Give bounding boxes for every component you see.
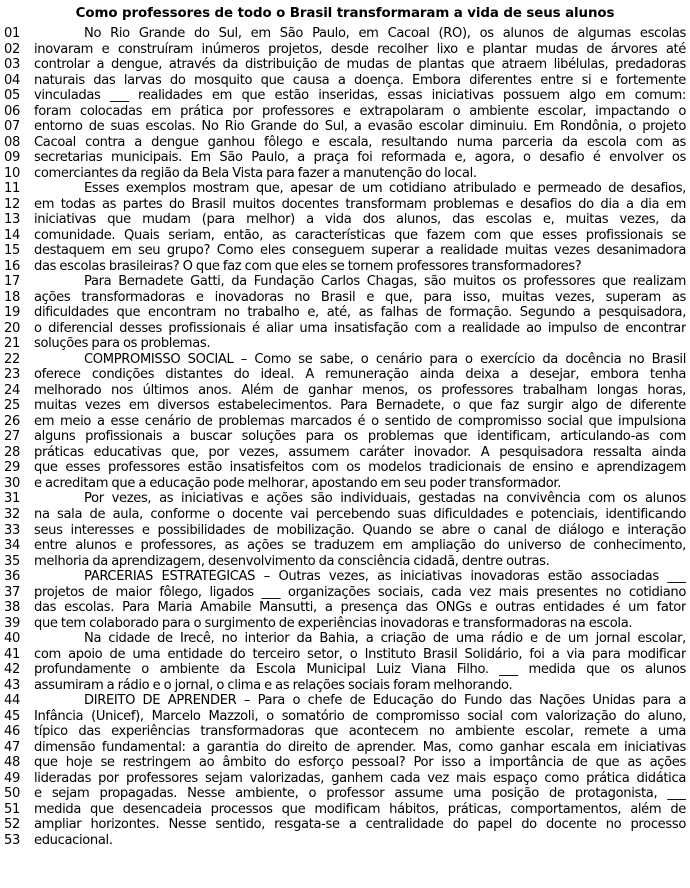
line-text: PARCERIAS ESTRATÉGICAS – Outras vezes, as iniciativas inovadoras estão associadas ___ bbox=[84, 569, 686, 585]
line-number: 23 bbox=[4, 367, 21, 383]
line-number: 21 bbox=[4, 336, 21, 352]
line-number: 28 bbox=[4, 444, 21, 460]
line-number: 35 bbox=[4, 553, 21, 569]
line-number: 37 bbox=[4, 584, 21, 600]
line-number: 46 bbox=[4, 724, 21, 740]
line-number: 44 bbox=[4, 693, 21, 709]
line-number: 14 bbox=[4, 227, 21, 243]
line-text: e acreditam que a educação pode melhorar, apostando em seu poder transformador. bbox=[34, 475, 562, 491]
text-line bbox=[4, 274, 686, 290]
text-line bbox=[4, 135, 686, 151]
text-line bbox=[4, 398, 686, 414]
line-text: o diferencial desses profissionais é aliar uma insatisfação com a realidade ao impulso de encontrar bbox=[34, 320, 686, 336]
line-number: 42 bbox=[4, 662, 21, 678]
line-text: destaquem em seu grupo? Como eles conseguem superar a realidade muitas vezes desanimadora bbox=[34, 243, 686, 259]
line-number: 39 bbox=[4, 615, 21, 631]
line-number: 27 bbox=[4, 429, 21, 445]
line-number: 53 bbox=[4, 832, 21, 848]
line-text: controlar a dengue, através da distribuição de mudas de plantas que atraem libélulas, predadoras bbox=[34, 57, 686, 73]
line-text: comerciantes da região da Bela Vista para fazer a manutenção do local. bbox=[34, 165, 477, 181]
line-text: Cacoal contra a dengue ganhou fôlego e escala, resultando numa parceria da escola com as bbox=[34, 134, 686, 150]
line-text: medida que desencadeia processos que modificam hábitos, práticas, comportamentos, além de bbox=[34, 801, 686, 817]
line-text: iniciativas que mudam (para melhor) a vida dos alunos, das escolas e, muitas vezes, da bbox=[34, 212, 686, 228]
line-number: 24 bbox=[4, 382, 21, 398]
line-number: 43 bbox=[4, 677, 21, 693]
line-number: 41 bbox=[4, 646, 21, 662]
text-line bbox=[4, 367, 686, 383]
line-text: inovaram e construíram inúmeros projetos, desde recolher lixo e plantar mudas de árvores até bbox=[34, 41, 686, 57]
text-line bbox=[4, 228, 686, 244]
line-number: 48 bbox=[4, 755, 21, 771]
text-line bbox=[4, 429, 686, 445]
text-line bbox=[4, 150, 686, 166]
text-line bbox=[4, 740, 686, 756]
line-number: 03 bbox=[4, 57, 21, 73]
line-text: melhoria da aprendizagem, desenvolvimento da consciência cidadã, dentre outras. bbox=[34, 553, 550, 569]
line-number: 04 bbox=[4, 72, 21, 88]
text-line bbox=[4, 678, 686, 694]
text-line bbox=[4, 57, 686, 73]
line-number: 22 bbox=[4, 351, 21, 367]
line-text: secretarias municipais. Em São Paulo, a praça foi reformada e, agora, o desafio é envolver os bbox=[34, 150, 686, 166]
line-number: 36 bbox=[4, 569, 21, 585]
line-number: 12 bbox=[4, 196, 21, 212]
text-line bbox=[4, 166, 686, 182]
line-text: que hoje se restringem ao âmbito do esforço pessoal? Por isso a importância de que as ações bbox=[34, 755, 686, 771]
line-text: muitas vezes em diversos estabelecimentos. Para Bernadete, o que faz surgir algo de diferente bbox=[34, 398, 686, 414]
line-text: práticas educativas que, por vezes, assumem caráter inovador. A pesquisadora ressalta ainda bbox=[34, 444, 686, 460]
line-number: 09 bbox=[4, 150, 21, 166]
line-number: 15 bbox=[4, 243, 21, 259]
text-line bbox=[4, 73, 686, 89]
text-line bbox=[4, 197, 686, 213]
text-line bbox=[4, 181, 686, 197]
line-text: com apoio de uma entidade do terceiro setor, o Instituto Brasil Solidário, foi a via para modificar bbox=[34, 646, 686, 662]
text-line bbox=[4, 585, 686, 601]
line-text: assumiram a rádio e o jornal, o clima e as relações sociais foram melhorando. bbox=[34, 677, 513, 693]
text-line bbox=[4, 833, 686, 849]
line-text: alguns profissionais a buscar soluções para os problemas que identificam, articulando-as com bbox=[34, 429, 686, 445]
line-number: 33 bbox=[4, 522, 21, 538]
line-text: DIREITO DE APRENDER – Para o chefe de Educação do Fundo das Nações Unidas para a bbox=[84, 693, 686, 709]
text-line bbox=[4, 724, 686, 740]
text-line bbox=[4, 569, 686, 585]
line-text: comunidade. Quais seriam, então, as características que fazem com que esses profissionais se bbox=[34, 227, 686, 243]
text-line bbox=[4, 507, 686, 523]
text-line bbox=[4, 755, 686, 771]
text-line bbox=[4, 42, 686, 58]
text-line bbox=[4, 88, 686, 104]
line-number: 25 bbox=[4, 398, 21, 414]
line-number: 07 bbox=[4, 119, 21, 135]
line-number: 52 bbox=[4, 817, 21, 833]
line-text: em todas as partes do Brasil muitos docentes transformam problemas e desafios do dia a dia em bbox=[34, 196, 686, 212]
text-line bbox=[4, 383, 686, 399]
text-line bbox=[4, 476, 686, 492]
line-text: ações transformadoras e inovadoras no Brasil e que, para isso, muitas vezes, superam as bbox=[34, 289, 686, 305]
text-line bbox=[4, 802, 686, 818]
text-line bbox=[4, 336, 686, 352]
line-number: 16 bbox=[4, 258, 21, 274]
line-number: 08 bbox=[4, 134, 21, 150]
line-text: das escolas. Para Maria Amabile Mansutti, a presença das ONGs e outras entidades é um fator bbox=[34, 600, 686, 616]
line-text: em meio a esse cenário de problemas marcados é o sentido de compromisso social que impulsiona bbox=[34, 413, 686, 429]
text-line bbox=[4, 445, 686, 461]
line-number: 20 bbox=[4, 320, 21, 336]
text-line bbox=[4, 786, 686, 802]
line-text: ampliar horizontes. Nesse sentido, resgata-se a centralidade do papel do docente no processo bbox=[34, 817, 686, 833]
line-number: 17 bbox=[4, 274, 21, 290]
line-number: 10 bbox=[4, 165, 21, 181]
text-line bbox=[4, 243, 686, 259]
text-line bbox=[4, 460, 686, 476]
line-text: oferece condições distantes do ideal. A remuneração ainda deixa a desejar, embora tenha bbox=[34, 367, 686, 383]
line-text: melhorado nos últimos anos. Além de ganhar menos, os professores trabalham longas horas, bbox=[34, 382, 686, 398]
text-line bbox=[4, 305, 686, 321]
text-line bbox=[4, 414, 686, 430]
text-line bbox=[4, 538, 686, 554]
line-number: 38 bbox=[4, 600, 21, 616]
line-text: na sala de aula, conforme o docente vai percebendo suas dificuldades e potenciais, identificando bbox=[34, 506, 686, 522]
text-line bbox=[4, 491, 686, 507]
text-line bbox=[4, 647, 686, 663]
line-number: 51 bbox=[4, 801, 21, 817]
line-text: entorno de suas escolas. No Rio Grande do Sul, a evasão escolar diminuiu. Em Rondônia, o projeto bbox=[34, 119, 686, 135]
text-line bbox=[4, 352, 686, 368]
line-text: Para Bernadete Gatti, da Fundação Carlos Chagas, são muitos os professores que realizam bbox=[84, 274, 686, 290]
line-text: típico das experiências transformadoras que acontecem no ambiente escolar, remete a uma bbox=[34, 724, 686, 740]
line-text: vinculadas ___ realidades em que estão inseridas, essas iniciativas possuem algo em comum: bbox=[34, 88, 686, 104]
line-text: projetos de maior fôlego, ligados ___ organizações sociais, cada vez mais presentes no cotidiano bbox=[34, 584, 686, 600]
text-line bbox=[4, 212, 686, 228]
line-text: foram colocadas em prática por professores e extrapolaram o ambiente escolar, impactando o bbox=[34, 103, 686, 119]
line-number: 45 bbox=[4, 708, 21, 724]
line-number: 19 bbox=[4, 305, 21, 321]
line-text: entre alunos e professores, as ações se traduzem em ampliação do universo de conhecimento, bbox=[34, 538, 686, 554]
text-line bbox=[4, 693, 686, 709]
text-line bbox=[4, 662, 686, 678]
text-line bbox=[4, 771, 686, 787]
line-number: 32 bbox=[4, 506, 21, 522]
line-text: Esses exemplos mostram que, apesar de um cotidiano atribulado e permeado de desafios, bbox=[84, 181, 686, 197]
line-text: que esses professores estão insatisfeitos com os modelos tradicionais de ensino e aprendizagem bbox=[34, 460, 686, 476]
line-number: 47 bbox=[4, 739, 21, 755]
line-number: 05 bbox=[4, 88, 21, 104]
text-line bbox=[4, 321, 686, 337]
line-number: 26 bbox=[4, 413, 21, 429]
line-text: dimensão fundamental: a garantia do direito de aprender. Mas, como ganhar escala em iniciativas bbox=[34, 739, 686, 755]
text-line bbox=[4, 817, 686, 833]
line-text: das escolas brasileiras? O que faz com que eles se tornem professores transformadores? bbox=[34, 258, 582, 274]
line-text: soluções para os problemas. bbox=[34, 336, 211, 352]
text-line bbox=[4, 259, 686, 275]
line-text: educacional. bbox=[34, 832, 113, 848]
line-number: 40 bbox=[4, 631, 21, 647]
line-text: Por vezes, as iniciativas e ações são individuais, gestadas na convivência com os alunos bbox=[84, 491, 686, 507]
text-line bbox=[4, 26, 686, 42]
line-number: 06 bbox=[4, 103, 21, 119]
text-line bbox=[4, 616, 686, 632]
text-line bbox=[4, 290, 686, 306]
line-text: No Rio Grande do Sul, em São Paulo, em Cacoal (RO), os alunos de algumas escolas bbox=[84, 26, 686, 41]
line-number: 30 bbox=[4, 475, 21, 491]
text-line bbox=[4, 104, 686, 120]
document-title: Como professores de todo o Brasil transformaram a vida de seus alunos bbox=[75, 6, 615, 21]
line-number: 50 bbox=[4, 786, 21, 802]
line-number: 13 bbox=[4, 212, 21, 228]
text-line bbox=[4, 600, 686, 616]
line-text: e sejam propagadas. Nesse ambiente, o professor assume uma posição de protagonista, ___ bbox=[34, 786, 686, 802]
line-number: 01 bbox=[4, 26, 21, 41]
line-text: Na cidade de Irecê, no interior da Bahia, a criação de uma rádio e de um jornal escolar, bbox=[84, 631, 686, 647]
line-number: 29 bbox=[4, 460, 21, 476]
line-number: 02 bbox=[4, 41, 21, 57]
line-text: que tem colaborado para o surgimento de experiências inovadoras e transformadoras na escola. bbox=[34, 615, 633, 631]
line-number: 49 bbox=[4, 770, 21, 786]
line-text: Infância (Unicef), Marcelo Mazzoli, o somatório de compromisso social com valorização do aluno, bbox=[34, 708, 686, 724]
line-number: 11 bbox=[4, 181, 21, 197]
text-line bbox=[4, 554, 686, 570]
line-text: dificuldades que encontram no trabalho e, até, as falhas de formação. Segundo a pesquisadora, bbox=[34, 305, 686, 321]
text-line bbox=[4, 631, 686, 647]
line-text: naturais das larvas do mosquito que causa a doença. Embora diferentes entre si e fortemente bbox=[34, 72, 686, 88]
text-body bbox=[4, 26, 686, 848]
line-number: 34 bbox=[4, 538, 21, 554]
line-text: seus interesses e possibilidades de mobilização. Quando se abre o canal de diálogo e interação bbox=[34, 522, 686, 538]
text-line bbox=[4, 119, 686, 135]
line-text: profundamente o ambiente da Escola Municipal Luiz Viana Filho. ___ medida que os alunos bbox=[34, 662, 686, 678]
text-line bbox=[4, 523, 686, 539]
line-number: 18 bbox=[4, 289, 21, 305]
text-line bbox=[4, 709, 686, 725]
line-text: lideradas por professores sejam valorizadas, ganhem cada vez mais espaço como prática didática bbox=[34, 770, 686, 786]
line-number: 31 bbox=[4, 491, 21, 507]
line-text: COMPROMISSO SOCIAL – Como se sabe, o cenário para o exercício da docência no Brasil bbox=[84, 351, 686, 367]
